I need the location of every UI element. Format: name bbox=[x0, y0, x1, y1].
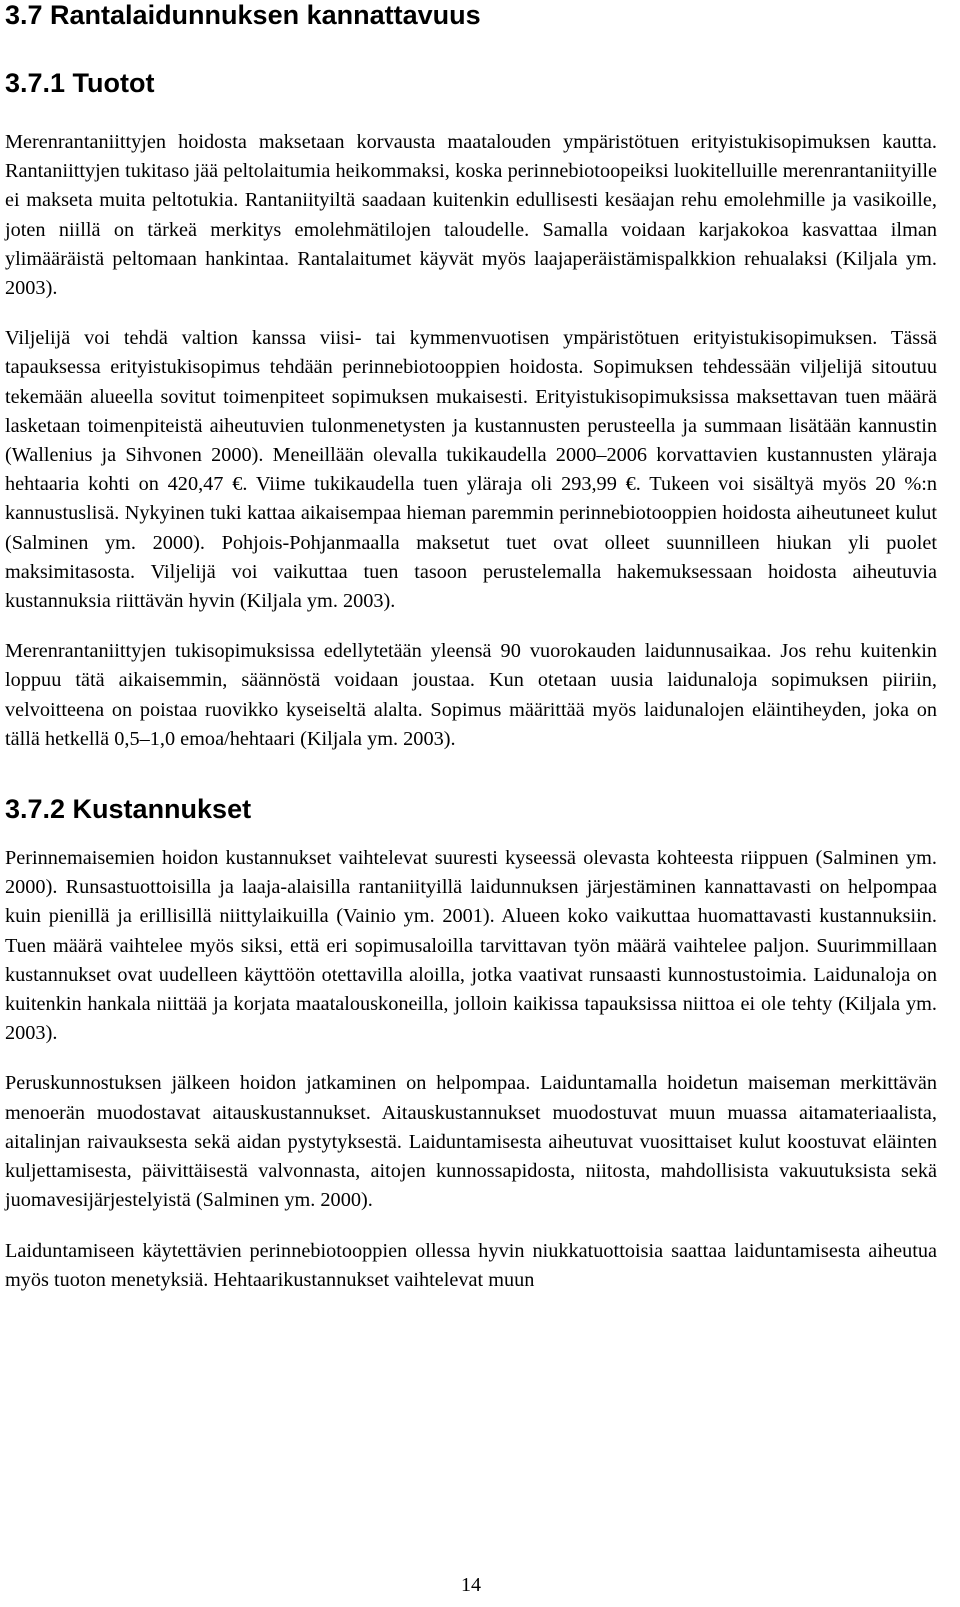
paragraph: Merenrantaniittyjen hoidosta maksetaan korvausta maatalouden ympäristötuen erityistukisopimuksen kautta. Rantaniittyjen tukitaso jää peltolaitumia heikommaksi, koska perinnebiotoopeiksi luokitelluille merenrantaniityille ei makseta muita peltotukia. Rantaniityiltä saadaan kuitenkin edullisesti kesäajan rehu emolehmille ja vasikoille, joten niillä on tärkeä merkitys emolehmätilojen taloudelle. Samalla voidaan karjakokoa kasvattaa ilman ylimääräistä peltomaan hankintaa. Rantalaitumet käyvät myös laajaperäistämispalkkion rehualaksi (Kiljala ym. 2003). bbox=[5, 131, 937, 300]
page-number: 14 bbox=[461, 1574, 481, 1596]
paragraph: Perinnemaisemien hoidon kustannukset vaihtelevat suuresti kyseessä olevasta kohteesta riippuen (Salminen ym. 2000). Runsastuottoisilla ja laaja-alaisilla rantaniityillä laidunnuksen järjestäminen kannattavasti on helpompaa kuin pienillä ja erillisillä niittylaikuilla (Vainio ym. 2001). Alueen koko vaikuttaa huomattavasti kustannuksiin. Tuen määrä vaihtelee myös siksi, että eri sopimusaloilla tarvittavan työn määrä vaihtelee paljon. Suurimmillaan kustannukset ovat uudelleen käyttöön otettavilla aloilla, jotka vaativat runsaasti kunnostustoimia. Laidunaloja on kuitenkin hankala niittää ja korjata maatalouskoneilla, jolloin kaikissa tapauksissa niittoa ei ole tehty (Kiljala ym. 2003). bbox=[5, 847, 937, 1045]
section-heading: 3.7 Rantalaidunnuksen kannattavuus bbox=[5, 0, 481, 30]
paragraph: Peruskunnostuksen jälkeen hoidon jatkaminen on helpompaa. Laiduntamalla hoidetun maiseman merkittävän menoerän muodostavat aitauskustannukset. Aitauskustannukset muodostuvat muun muassa aitamateriaalista, aitalinjan raivauksesta sekä aidan pystytyksestä. Laiduntamisesta aiheutuvat vuosittaiset kulut koostuvat eläinten kuljettamisesta, päivittäisestä valvonnasta, aitojen kunnossapidosta, niitosta, mahdollisista vakuutuksista sekä juomavesijärjestelyistä (Salminen ym. 2000). bbox=[5, 1072, 937, 1212]
paragraph: Laiduntamiseen käytettävien perinnebiotooppien ollessa hyvin niukkatuottoisia saattaa laiduntamisesta aiheutua myös tuoton menetyksiä. Hehtaarikustannukset vaihtelevat muun bbox=[5, 1239, 937, 1291]
subsection-heading-kustannukset: 3.7.2 Kustannukset bbox=[5, 794, 252, 825]
document-page bbox=[5, 0, 937, 1596]
subsection-heading-tuotot: 3.7.1 Tuotot bbox=[5, 68, 155, 98]
paragraph: Merenrantaniittyjen tukisopimuksissa edellytetään yleensä 90 vuorokauden laidunnusaikaa. Jos rehu kuitenkin loppuu tätä aikaisemmin, säännöstä voidaan joustaa. Kun otetaan uusia laidunaloja sopimuksen piiriin, velvoitteena on poistaa ruovikko kyseiseltä alalta. Sopimus määrittää myös laidunalojen eläintiheyden, joka on tällä hetkellä 0,5–1,0 emoa/hehtaari (Kiljala ym. 2003). bbox=[5, 640, 937, 750]
paragraph: Viljelijä voi tehdä valtion kanssa viisi- tai kymmenvuotisen ympäristötuen erityistukisopimuksen. Tässä tapauksessa erityistukisopimus tehdään perinnebiotooppien hoidosta. Sopimuksen tehdessään viljelijä sitoutuu tekemään alueella sovitut toimenpiteet sopimuksen mukaisesti. Erityistukisopimuksissa maksettavan tuen määrä lasketaan toimenpiteistä aiheutuvien tulonmenetysten ja kustannusten perusteella ja summaan lisätään kannustin (Wallenius ja Sihvonen 2000). Meneillään olevalla tukikaudella 2000–2006 korvattavien kustannusten yläraja hehtaaria kohti on 420,47 €. Viime tukikaudella tuen yläraja oli 293,99 €. Tukeen voi sisältyä myös 20 %:n kannustuslisä. Nykyinen tuki kattaa aikaisempaa hieman paremmin perinnebiotooppien hoidosta aiheutuneet kulut (Salminen ym. 2000). Pohjois-Pohjanmaalla maksetut tuet ovat olleet suunnilleen hiukan yli puolet maksimitasosta. Viljelijä voi vaikuttaa tuen tasoon perustelemalla hakemuksessaan hoidosta aiheutuvia kustannuksia riittävän hyvin (Kiljala ym. 2003). bbox=[5, 327, 937, 613]
